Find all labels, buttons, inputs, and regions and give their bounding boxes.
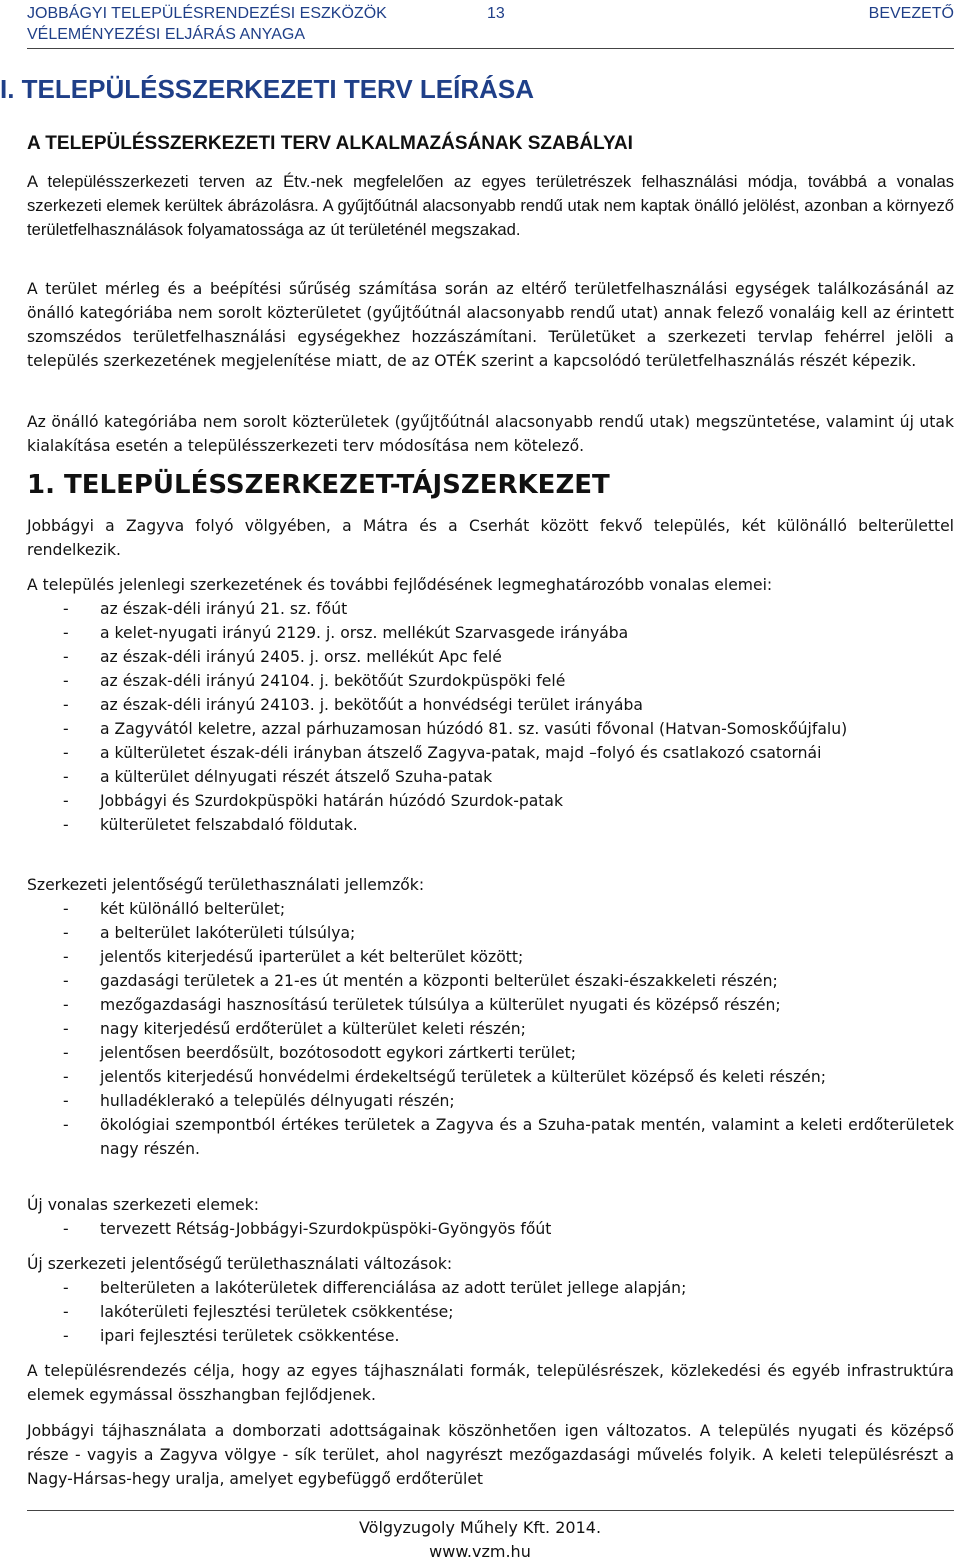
list-item: - lakóterületi fejlesztési területek csökkentése; <box>27 1300 954 1324</box>
landscape-paragraph <box>27 1419 954 1491</box>
new-linear-elements-intro: Új vonalas szerkezeti elemek: <box>27 1196 260 1214</box>
landscape-text: Jobbágyi tájhasználata a domborzati adottságainak köszönhetően igen változatos. A település nyugati és középső része - vagyis a Zagyva völgye - sík terület, ahol nagyrészt mezőgazdasági művelés folyik. A keleti településrészt a Nagy-Hársas-hegy uralja, amelyet egybefüggő erdőterület <box>27 1422 954 1488</box>
planning-goal-text: A településrendezés célja, hogy az egyes tájhasználati formák, településrészek, közlekedési és egyéb infrastruktúra elemek egymással összhangban fejlődjenek. <box>27 1362 954 1404</box>
section-subtitle: A TELEPÜLÉSSZERKEZETI TERV ALKALMAZÁSÁNAK SZABÁLYAI <box>27 133 633 154</box>
area-balance-paragraph <box>27 277 954 373</box>
intro-paragraph <box>27 170 954 242</box>
area-balance-text: A terület mérleg és a beépítési sűrűség számítása során az eltérő területfelhasználási egységek találkozásánál az önálló kategóriába nem sorolt közterületet (gyűjtőútnál alacsonyabb rendű utat) annak felező vonaláig kell az érintett szomszédos területfelhasználási egységekhez hozzászámítani. Területüket a szerkezeti tervlap fehérrel jelöli a település szerkezetének megjelenítése miatt, de az OTÉK szerint a kapcsolódó területfelhasználás részét képezik. <box>27 280 954 370</box>
footer-divider <box>27 1510 954 1511</box>
header-document-title <box>27 3 387 45</box>
list-item: - külterületet felszabdaló földutak. <box>27 813 954 837</box>
list-item: - jelentősen beerdősült, bozótosodott egykori zártkerti terület; <box>27 1041 954 1065</box>
section-heading: 1. TELEPÜLÉSSZERKEZET-TÁJSZERKEZET <box>27 470 610 500</box>
new-land-use-section <box>27 1252 954 1348</box>
page-footer <box>0 1516 960 1564</box>
public-area-paragraph <box>27 410 954 458</box>
land-use-features-intro: Szerkezeti jelentőségű területhasználati jellemzők: <box>27 876 425 894</box>
new-linear-elements-section <box>27 1193 954 1241</box>
list-item: - jelentős kiterjedésű honvédelmi érdekeltségű területek a külterület középső és keleti részén; <box>27 1065 954 1089</box>
list-item: - az észak-déli irányú 24103. j. bekötőút a honvédségi terület irányába <box>27 693 954 717</box>
list-item: - a belterület lakóterületi túlsúlya; <box>27 921 954 945</box>
list-item: - tervezett Rétság-Jobbágyi-Szurdokpüspöki-Gyöngyös főút <box>27 1217 954 1241</box>
list-item: - jelentős kiterjedésű iparterület a két belterület között; <box>27 945 954 969</box>
list-item: - belterületen a lakóterületek differenciálása az adott terület jellege alapján; <box>27 1276 954 1300</box>
header-page-number: 13 <box>487 5 505 22</box>
new-linear-elements-list <box>27 1217 954 1241</box>
footer-website-link[interactable]: www.vzm.hu <box>429 1542 531 1561</box>
land-use-features-section <box>27 873 954 1161</box>
list-item: - a külterület délnyugati részét átszelő Szuha-patak <box>27 765 954 789</box>
list-item: - az észak-déli irányú 24104. j. bekötőút Szurdokpüspöki felé <box>27 669 954 693</box>
new-land-use-intro: Új szerkezeti jelentőségű területhasználati változások: <box>27 1255 453 1273</box>
list-item: - nagy kiterjedésű erdőterület a külterület keleti részén; <box>27 1017 954 1041</box>
list-item: - az észak-déli irányú 21. sz. főút <box>27 597 954 621</box>
list-item: - két különálló belterület; <box>27 897 954 921</box>
footer-company: Völgyzugoly Műhely Kft. 2014. <box>358 1518 602 1537</box>
linear-elements-section <box>27 573 954 837</box>
list-item: - a Zagyvától keletre, azzal párhuzamosan húzódó 81. sz. vasúti fővonal (Hatvan-Somoskőújfalu) <box>27 717 954 741</box>
new-land-use-list <box>27 1276 954 1348</box>
list-item: - ipari fejlesztési területek csökkentése. <box>27 1324 954 1348</box>
list-item: - a kelet-nyugati irányú 2129. j. orsz. mellékút Szarvasgede irányába <box>27 621 954 645</box>
list-item: - hulladéklerakó a település délnyugati részén; <box>27 1089 954 1113</box>
location-paragraph <box>27 514 954 562</box>
page-header <box>27 3 954 47</box>
list-item: - gazdasági területek a 21-es út mentén a központi belterület északi-északkeleti részén; <box>27 969 954 993</box>
list-item: - ökológiai szempontból értékes területek a Zagyva és a Szuha-patak mentén, valamint a keleti erdőterületek nagy részén. <box>27 1113 954 1161</box>
header-line-1: JOBBÁGYI TELEPÜLÉSRENDEZÉSI ESZKÖZÖK <box>27 5 387 22</box>
header-divider <box>27 48 954 49</box>
intro-text: A településszerkezeti terven az Étv.-nek megfelelően az egyes területrészek felhasználási módja, továbbá a vonalas szerkezeti elemek kerültek ábrázolásra. A gyűjtőútnál alacsonyabb rendű utak nem kaptak önálló jelölést, azonban a környező területfelhasználások folyamatossága az út területénél megszakad. <box>27 172 954 239</box>
header-line-2: VÉLEMÉNYEZÉSI ELJÁRÁS ANYAGA <box>27 26 306 43</box>
linear-elements-intro: A település jelenlegi szerkezetének és további fejlődésének legmeghatározóbb vonalas elemei: <box>27 576 773 594</box>
header-section: BEVEZETŐ <box>868 5 954 22</box>
list-item: - az észak-déli irányú 2405. j. orsz. mellékút Apc felé <box>27 645 954 669</box>
land-use-features-list <box>27 897 954 1161</box>
chapter-title: I. TELEPÜLÉSSZERKEZETI TERV LEÍRÁSA <box>0 74 535 104</box>
list-item: - a külterületet észak-déli irányban átszelő Zagyva-patak, majd –folyó és csatlakozó csatornái <box>27 741 954 765</box>
list-item: - mezőgazdasági hasznosítású területek túlsúlya a külterület nyugati és középső részén; <box>27 993 954 1017</box>
planning-goal-paragraph <box>27 1359 954 1407</box>
list-item: - Jobbágyi és Szurdokpüspöki határán húzódó Szurdok-patak <box>27 789 954 813</box>
location-text: Jobbágyi a Zagyva folyó völgyében, a Mátra és a Cserhát között fekvő település, két különálló belterülettel rendelkezik. <box>27 517 954 559</box>
public-area-text: Az önálló kategóriába nem sorolt közterületek (gyűjtőútnál alacsonyabb rendű utak) megszüntetése, valamint új utak kialakítása esetén a településszerkezeti terv módosítása nem kötelező. <box>27 413 954 455</box>
linear-elements-list <box>27 597 954 837</box>
